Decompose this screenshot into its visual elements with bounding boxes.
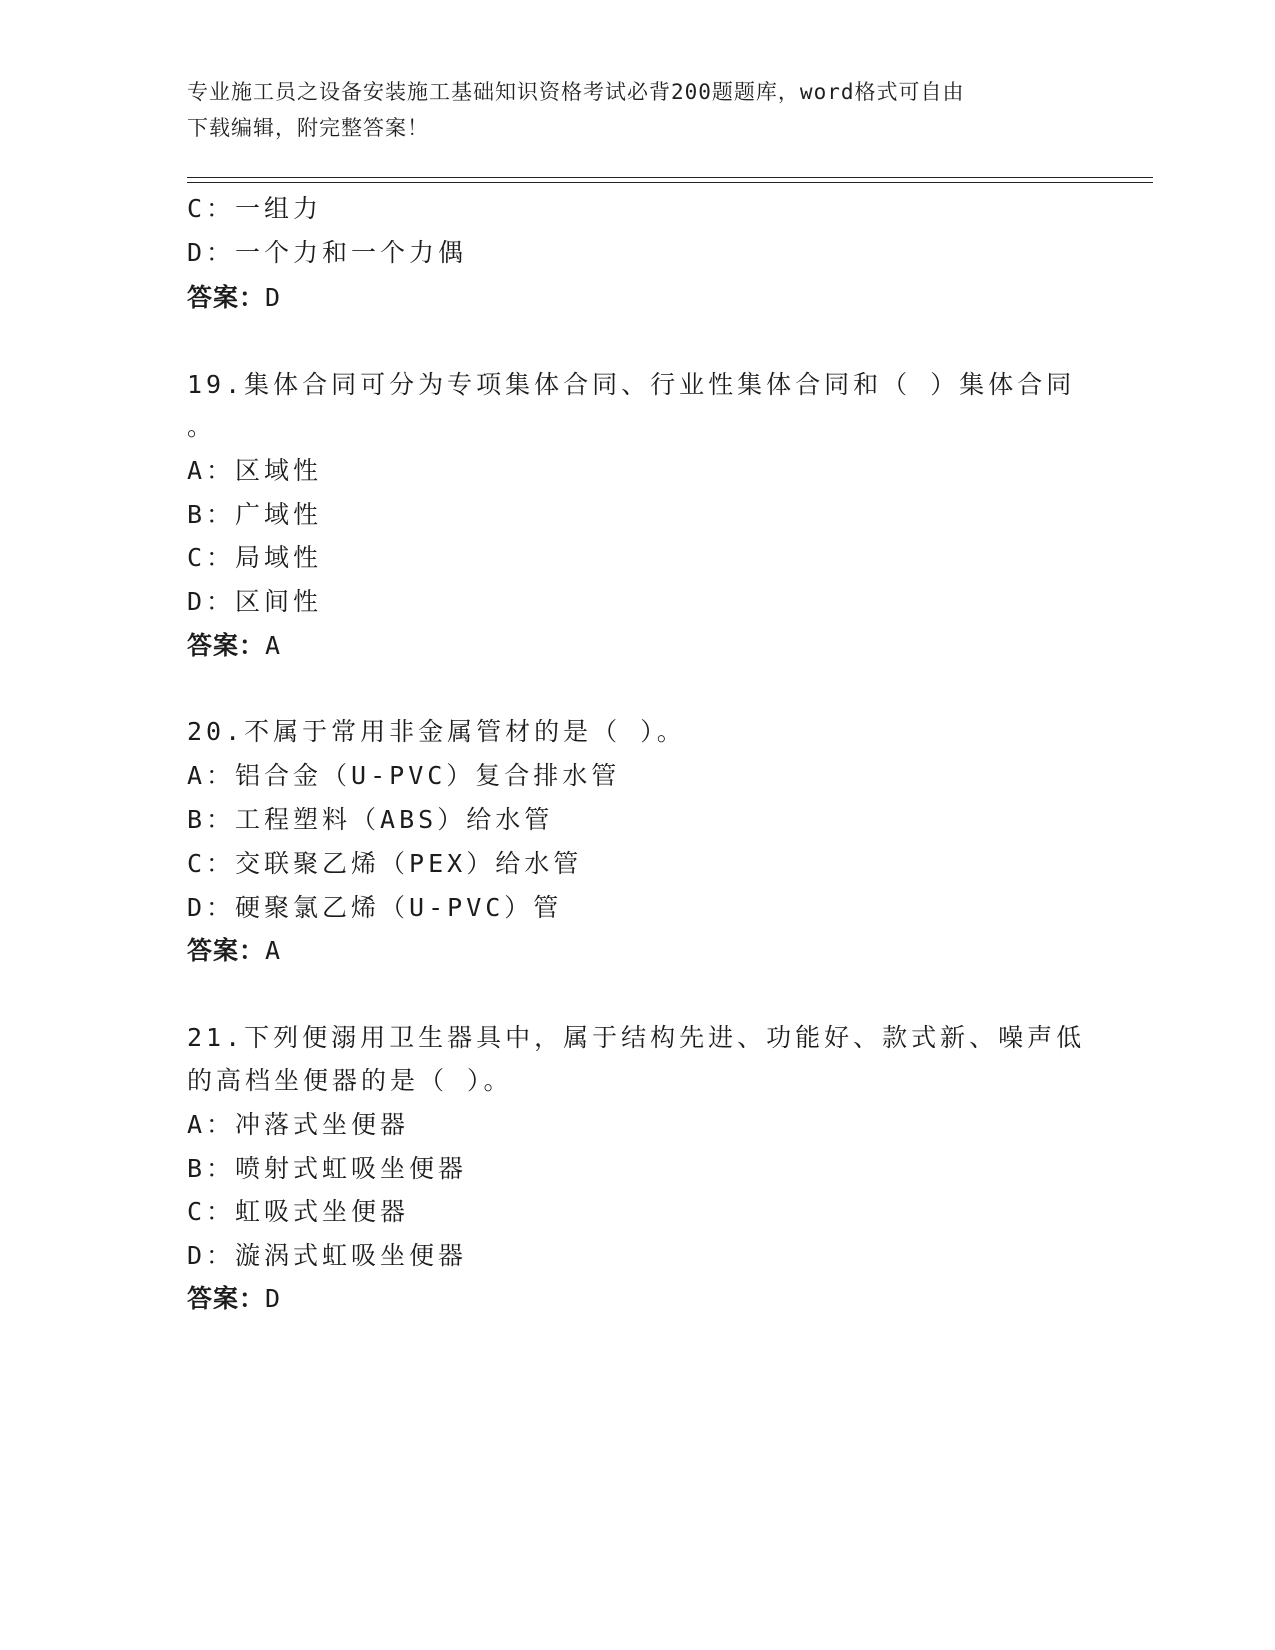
q20-answer — [187, 936, 281, 966]
answer-value: A — [265, 936, 282, 965]
prev-answer — [187, 283, 281, 313]
q20-option-a: A：铝合金（U-PVC）复合排水管 — [187, 761, 621, 790]
q20-option-c: C：交联聚乙烯（PEX）给水管 — [187, 849, 583, 878]
q21-option-d: D：漩涡式虹吸坐便器 — [187, 1241, 468, 1270]
prev-option-c: C：一组力 — [187, 194, 323, 223]
q20-option-b: B：工程塑料（ABS）给水管 — [187, 805, 554, 834]
header-line-1: 专业施工员之设备安装施工基础知识资格考试必背200题题库，word格式可自由 — [187, 80, 965, 104]
q19-option-a: A：区域性 — [187, 456, 323, 485]
q19-answer — [187, 631, 281, 661]
answer-value: D — [265, 1284, 282, 1313]
q21-option-b: B：喷射式虹吸坐便器 — [187, 1154, 468, 1183]
q20-option-d: D：硬聚氯乙烯（U-PVC）管 — [187, 893, 563, 922]
q19-option-b: B：广域性 — [187, 500, 323, 529]
answer-value: D — [265, 283, 282, 312]
answer-label: 答案： — [187, 283, 266, 312]
prev-option-d: D：一个力和一个力偶 — [187, 238, 468, 267]
answer-label: 答案： — [187, 936, 266, 965]
q21-stem-line-2: 的高档坐便器的是（ ）。 — [187, 1066, 513, 1095]
q19-stem-line-2: 。 — [187, 412, 217, 441]
q21-option-c: C：虹吸式坐便器 — [187, 1197, 410, 1226]
q19-option-c: C：局域性 — [187, 543, 323, 572]
header-divider-bottom — [187, 182, 1153, 183]
answer-value: A — [265, 631, 282, 660]
q21-option-a: A：冲落式坐便器 — [187, 1110, 410, 1139]
header-line-2: 下载编辑，附完整答案！ — [187, 116, 429, 140]
answer-label: 答案： — [187, 631, 266, 660]
q21-answer — [187, 1284, 281, 1314]
q19-stem-line-1: 19.集体合同可分为专项集体合同、行业性集体合同和（ ）集体合同 — [187, 370, 1076, 399]
answer-label: 答案： — [187, 1284, 266, 1313]
q20-stem-line-1: 20.不属于常用非金属管材的是（ ）。 — [187, 717, 686, 746]
header-divider-top — [187, 177, 1153, 178]
q21-stem-line-1: 21.下列便溺用卫生器具中，属于结构先进、功能好、款式新、噪声低 — [187, 1023, 1086, 1052]
q19-option-d: D：区间性 — [187, 587, 323, 616]
document-header — [187, 74, 1067, 146]
